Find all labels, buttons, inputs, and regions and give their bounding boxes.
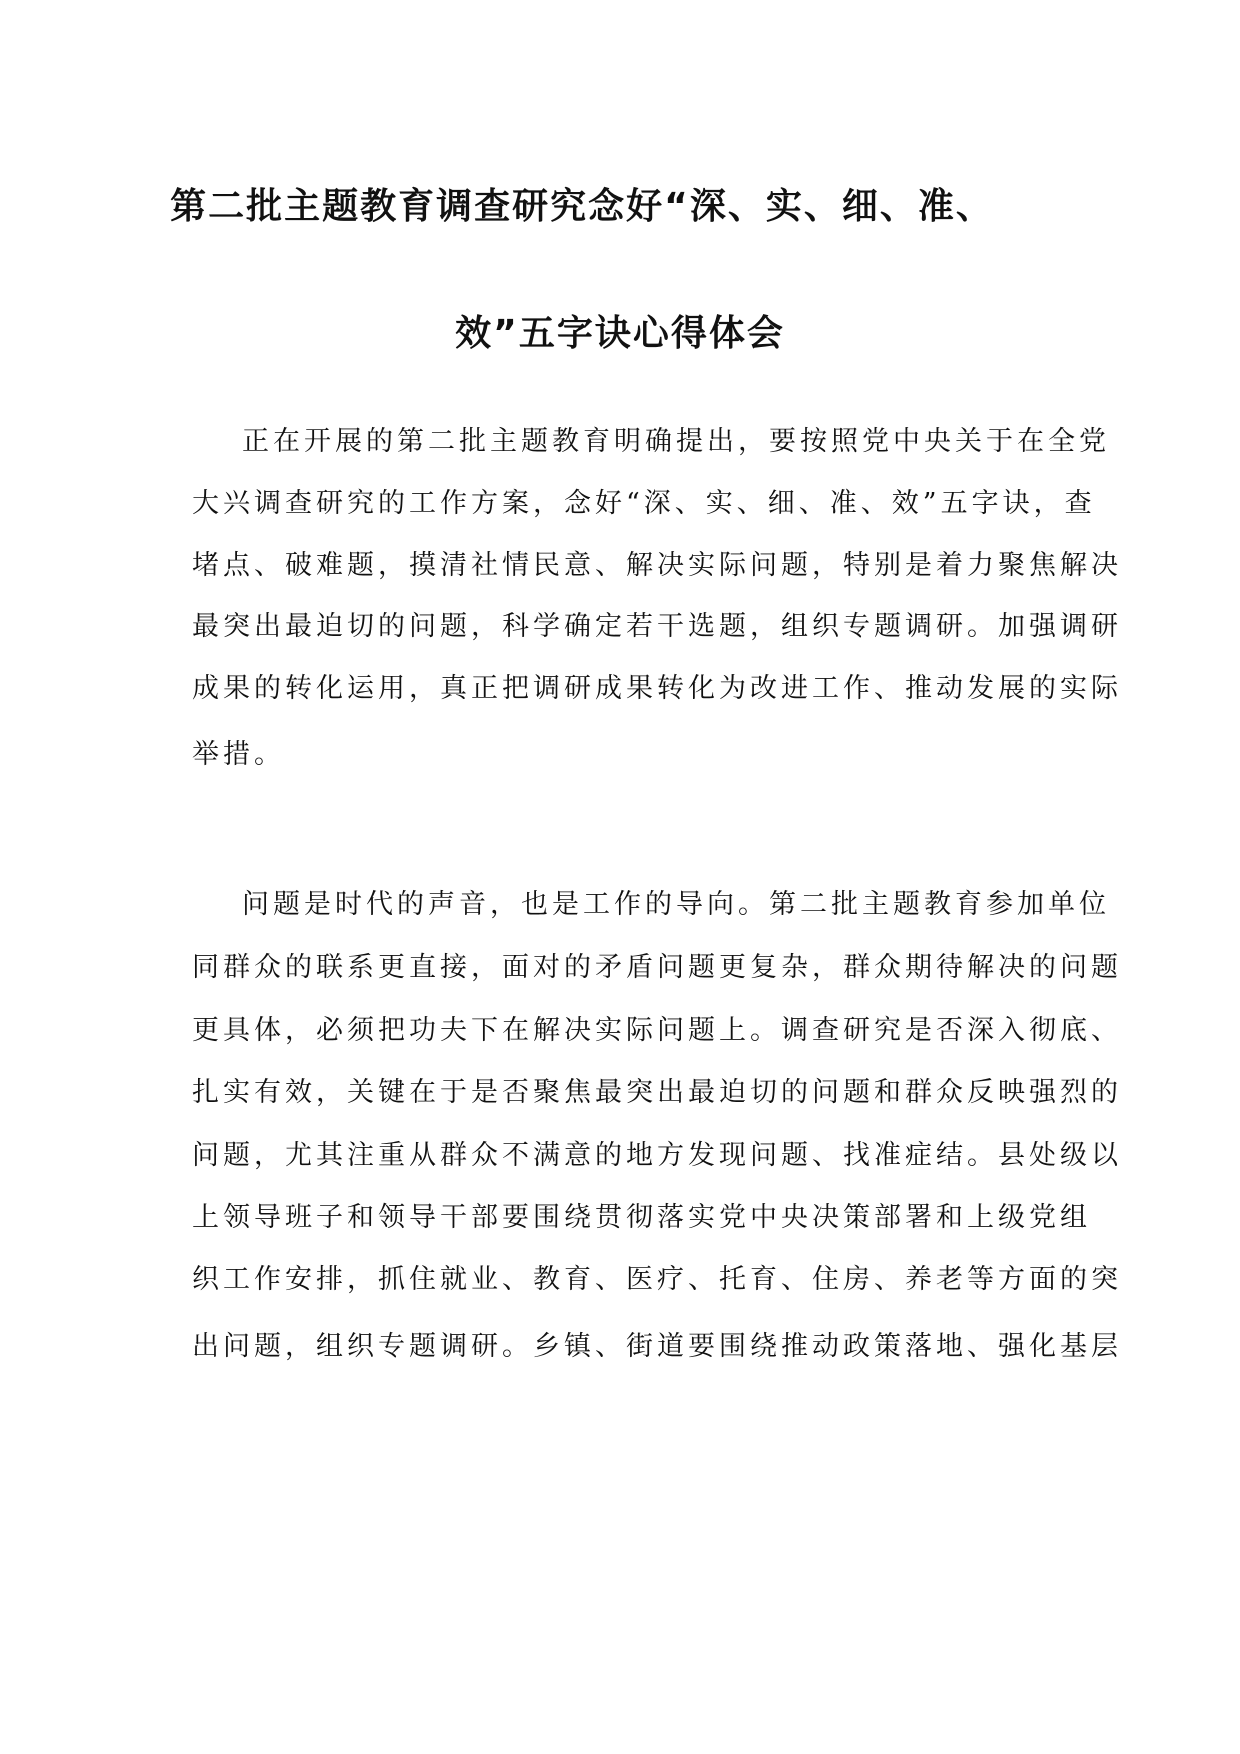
paragraph-1-line-4: 最突出最迫切的问题，科学确定若干选题，组织专题调研。加强调研	[192, 611, 1122, 642]
paragraph-2-line-2: 同群众的联系更直接，面对的矛盾问题更复杂，群众期待解决的问题	[192, 952, 1122, 983]
paragraph-2-line-8: 出问题，组织专题调研。乡镇、街道要围绕推动政策落地、强化基层	[192, 1331, 1122, 1362]
document-title-line-2: 效”五字诀心得体会	[455, 313, 785, 354]
paragraph-2-line-6: 上领导班子和领导干部要围绕贯彻落实党中央决策部署和上级党组	[192, 1202, 1091, 1233]
paragraph-1-line-3: 堵点、破难题，摸清社情民意、解决实际问题，特别是着力聚焦解决	[192, 550, 1122, 581]
paragraph-2-line-5: 问题，尤其注重从群众不满意的地方发现问题、找准症结。县处级以	[192, 1140, 1122, 1171]
document-title-line-1: 第二批主题教育调查研究念好“深、实、细、准、	[170, 186, 994, 227]
paragraph-1-line-5: 成果的转化运用，真正把调研成果转化为改进工作、推动发展的实际	[192, 673, 1122, 704]
paragraph-2-line-4: 扎实有效，关键在于是否聚焦最突出最迫切的问题和群众反映强烈的	[192, 1077, 1122, 1108]
paragraph-2-line-3: 更具体，必须把功夫下在解决实际问题上。调查研究是否深入彻底、	[192, 1015, 1122, 1046]
paragraph-2-line-1: 问题是时代的声音，也是工作的导向。第二批主题教育参加单位	[242, 889, 1110, 920]
paragraph-1-line-1: 正在开展的第二批主题教育明确提出，要按照党中央关于在全党	[242, 426, 1110, 457]
paragraph-1-line-2: 大兴调查研究的工作方案，念好“深、实、细、准、效”五字诀，查	[192, 488, 1096, 519]
paragraph-1-line-6: 举措。	[192, 739, 285, 770]
paragraph-2-line-7: 织工作安排，抓住就业、教育、医疗、托育、住房、养老等方面的突	[192, 1264, 1122, 1295]
